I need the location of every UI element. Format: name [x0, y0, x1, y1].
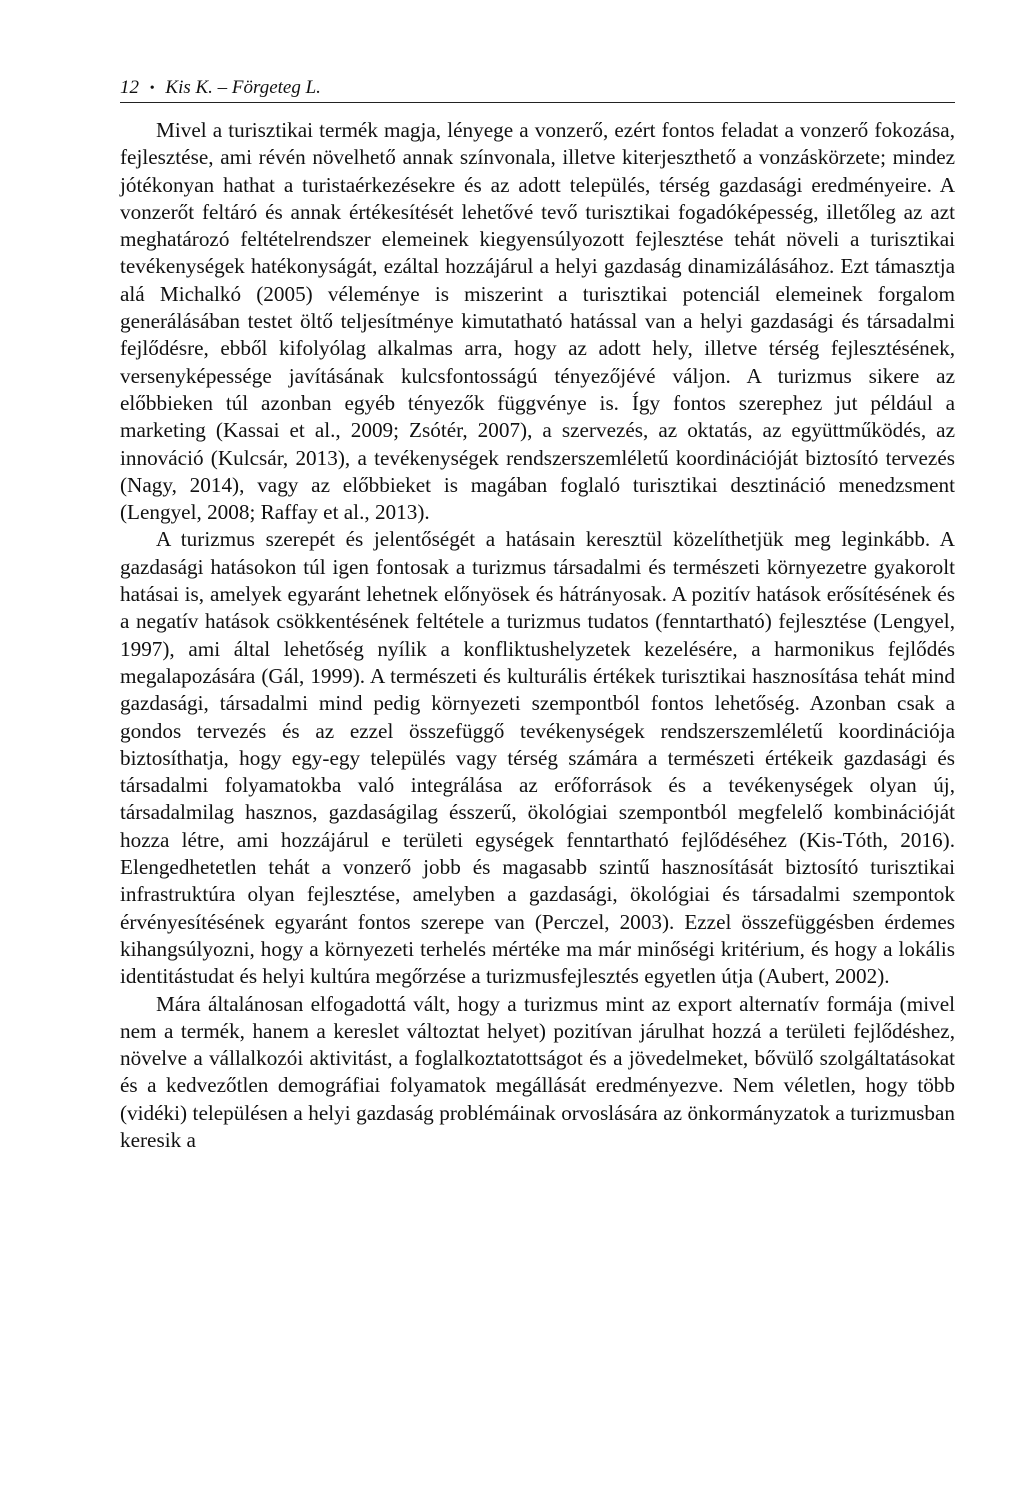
body-text	[120, 117, 955, 1154]
paragraph-2: A turizmus szerepét és jelentőségét a hatásain keresztül közelíthetjük meg leginkább. A gazdasági hatásokon túl igen fontosak a turizmus társadalmi és természeti környezetre gyakorolt hatásai is, amelyek egyaránt lehetnek előnyösek és hátrányosak. A pozitív hatások erősítésének és a negatív hatások csökkentésének feltétele a turizmus tudatos (fenntartható) fejlesztése (Lengyel, 1997), ami által lehetőség nyílik a konfliktushelyzetek kezelésére, a harmonikus fejlődés megalapozására (Gál, 1999). A természeti és kulturális értékek turisztikai hasznosítása tehát mind gazdasági, társadalmi mind pedig környezeti szempontból fontos lehetőség. Azonban csak a gondos tervezés és az ezzel összefüggő tevékenységek rendszerszemléletű koordinációja biztosíthatja, hogy egy-egy település vagy térség számára a természeti értékeik gazdasági és társadalmi folyamatokba való integrálása az erőforrások és a tevékenységek olyan új, társadalmilag hasznos, gazdaságilag ésszerű, ökológiai szempontból megfelelő kombinációját hozza létre, ami hozzájárul e területi egységek fenntartható fejlődéséhez (Kis-Tóth, 2016). Elengedhetetlen tehát a vonzerő jobb és magasabb szintű hasznosítását biztosító turisztikai infrastruktúra olyan fejlesztése, amelyben a gazdasági, ökológiai és társadalmi szempontok érvényesítésének egyaránt fontos szerepe van (Perczel, 2003). Ezzel összefüggésben érdemes kihangsúlyozni, hogy a környezeti terhelés mértéke ma már minőségi kritérium, és hogy a lokális identitástudat és helyi kultúra megőrzése a turizmusfejlesztés egyetlen útja (Aubert, 2002).	[120, 527, 955, 989]
page-number: 12	[120, 77, 139, 98]
bullet-separator: •	[149, 81, 155, 96]
paragraph-1: Mivel a turisztikai termék magja, lényege a vonzerő, ezért fontos feladat a vonzerő fokozása, fejlesztése, ami révén növelhető annak színvonala, illetve kiterjeszthető a vonzáskörzete; mindez jótékonyan hathat a turistaérkezésekre és az adott település, térség gazdasági eredményeire. A vonzerőt feltáró és annak értékesítését lehetővé tevő turisztikai fogadóképesség, illetőleg az azt meghatározó feltételrendszer elemeinek kiegyensúlyozott fejlesztése tehát növeli a turisztikai tevékenységek hatékonyságát, ezáltal hozzájárul a helyi gazdaság dinamizálásához. Ezt támasztja alá Michalkó (2005) véleménye is miszerint a turisztikai potenciál elemeinek forgalom generálásában testet öltő teljesítménye kimutatható hatással van a helyi gazdasági és társadalmi fejlődésre, ebből kifolyólag alkalmas arra, hogy az adott hely, illetve térség fejlesztésének, versenyképessége javításának kulcsfontosságú tényezőjévé váljon. A turizmus sikere az előbbieken túl azonban egyéb tényezők függvénye is. Így fontos szerephez jut például a marketing (Kassai et al., 2009; Zsótér, 2007), a szervezés, az oktatás, az együttműködés, az innováció (Kulcsár, 2013), a tevékenységek rendszerszemléletű koordinációját biztosító tervezés (Nagy, 2014), vagy az előbbieket is magában foglaló turisztikai desztináció menedzsment (Lengyel, 2008; Raffay et al., 2013).	[120, 118, 955, 525]
document-page	[120, 76, 955, 1154]
running-head	[120, 76, 955, 103]
author-names: Kis K. – Förgeteg L.	[165, 77, 321, 98]
paragraph-3: Mára általánosan elfogadottá vált, hogy a turizmus mint az export alternatív formája (mivel nem a termék, hanem a kereslet változtat helyet) pozitívan járulhat hozzá a területi fejlődéshez, növelve a vállalkozói aktivitást, a foglalkoztatottságot és a jövedelmeket, bővülő szolgáltatásokat és a kedvezőtlen demográfiai folyamatok megállását eredményezve. Nem véletlen, hogy több (vidéki) településen a helyi gazdaság problémáinak orvoslására az önkormányzatok a turizmusban keresik a	[120, 991, 955, 1152]
